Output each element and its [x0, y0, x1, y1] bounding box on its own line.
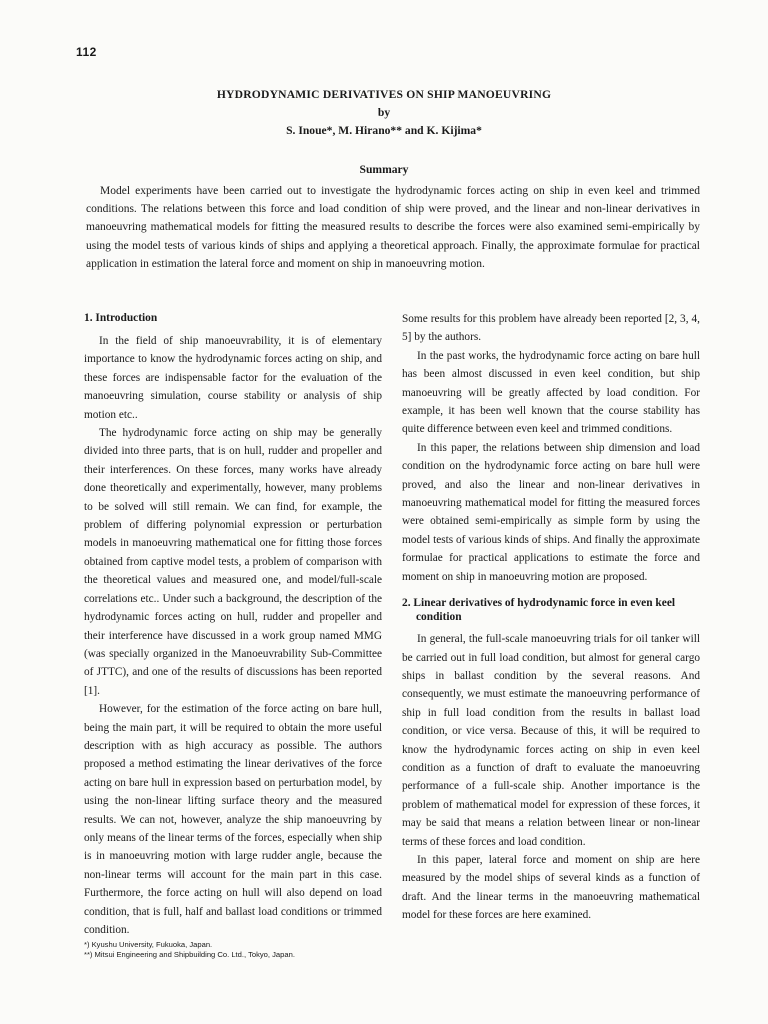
summary-heading: Summary [359, 163, 409, 176]
section-2-paragraph-2: In this paper, lateral force and moment on ship are here measured by the model ships of several kinds as a function of draft. And the linear terms in the manoeuvring mathematical model for these forces are here examined. [402, 853, 700, 922]
authors-line: S. Inoue*, M. Hirano** and K. Kijima* [286, 124, 482, 137]
section-1-paragraph-2: The hydrodynamic force acting on ship may be generally divided into three parts, that is on hull, rudder and propeller and their interferences. On these forces, many works have already done theoretically and experimentally, however, many problems to be solved will still remain. We can find, for example, the problem of differing polynomial expression or perturbation models in manoeuvring mathematical one for fitting those forces obtained from captive model tests, a problem of comparison with the theoretical values and measured one, and model/full-scale correlations etc.. Under such a background, the description of the hydrodynamic forces acting on hull, rudder and propeller and their interference have discussed in a work group named MMG (was specially organized in the Manoeuvrability Sub-Committee of JTTC), and one of the results of discussions has been reported [1]. [84, 427, 382, 697]
title-block [0, 86, 768, 140]
left-column [84, 310, 382, 939]
right-column-paragraph-1: Some results for this problem have already been reported [2, 3, 4, 5] by the authors. [402, 313, 700, 344]
summary-text: Model experiments have been carried out to investigate the hydrodynamic forces acting on ship in even keel and trimmed conditions. The relations between this force and load condition of ship were proved, and the linear and non-linear derivatives in manoeuvring mathematical models for fitting the measured results to describe the forces were also examined semi-empirically by using the model tests of various kinds of ships and applying a theoretical approach. Finally, the approximate formulae for practical application in estimation the lateral force and moment on ship in manoeuvring motion. [86, 185, 700, 270]
page-number: 112 [76, 45, 97, 59]
paper-title: HYDRODYNAMIC DERIVATIVES ON SHIP MANOEUVRING [216, 88, 552, 101]
footnote-1: *) Kyushu University, Fukuoka, Japan. [84, 940, 213, 949]
section-1-paragraph-3: However, for the estimation of the force acting on bare hull, being the main part, it will be required to obtain the more useful description with as high accuracy as possible. The authors proposed a method estimating the linear derivatives of the force acting on bare hull in expression based on perturbation model, by using the non-linear lifting surface theory and the measured results. We can not, however, analyze the ship manoeuvring by only means of the linear terms of the forces, especially when ship is in manoeuvring motion with large rudder angle, because the non-linear terms will account for the main part in this case. Furthermore, the force acting on hull will also depend on load condition, that is full, half and ballast load conditions or trimmed condition. [84, 703, 382, 936]
section-2-paragraph-1: In general, the full-scale manoeuvring trials for oil tanker will be carried out in full load condition, but almost for general cargo ships in ballast condition by the several reasons. And consequently, we must estimate the manoeuvring performance of ship in full load condition from the results in ballast load condition, or vice versa. Because of this, it will be required to know the hydrodynamic forces acting on ship in even keel condition as a function of draft to evaluate the manoeuvring performance of a full-scale ship. Another importance is the problem of mathematical model for expression of these forces, it may be said that means a relation between linear or non-linear terms of these forces and load condition. [402, 633, 700, 848]
right-column-paragraph-3: In this paper, the relations between ship dimension and load condition on the hydrodynamic force acting on bare hull were proved, and also the linear and non-linear derivatives in manoeuvring mathematical model for fitting the measured forces were obtained semi-empirically as simple form by using the model tests of various kinds of ships. And finally the approximate formulae for practical applications to estimate the force and moment on ship in manoeuvring motion are proposed. [402, 441, 700, 583]
footnotes [84, 940, 384, 959]
right-column-paragraph-2: In the past works, the hydrodynamic force acting on bare hull has been almost discussed in even keel condition, but ship manoeuvring will be greatly affected by load condition. For example, it has been well known that the course stability has quite difference between even keel and trimmed conditions. [402, 349, 700, 436]
footnote-2: **) Mitsui Engineering and Shipbuilding Co. Ltd., Tokyo, Japan. [84, 949, 295, 959]
section-1-paragraph-1: In the field of ship manoeuvrability, it is of elementary importance to know the hydrodynamic forces acting on ship, and these forces are indispensable factor for the evaluation of the manoeuvring simulation, course stability or analysis of ship motion etc.. [84, 335, 382, 421]
section-2-heading: 2. Linear derivatives of hydrodynamic force in even keel condition [402, 597, 676, 624]
right-column [402, 310, 700, 925]
section-1-heading: 1. Introduction [84, 312, 158, 324]
by-line: by [377, 106, 391, 119]
